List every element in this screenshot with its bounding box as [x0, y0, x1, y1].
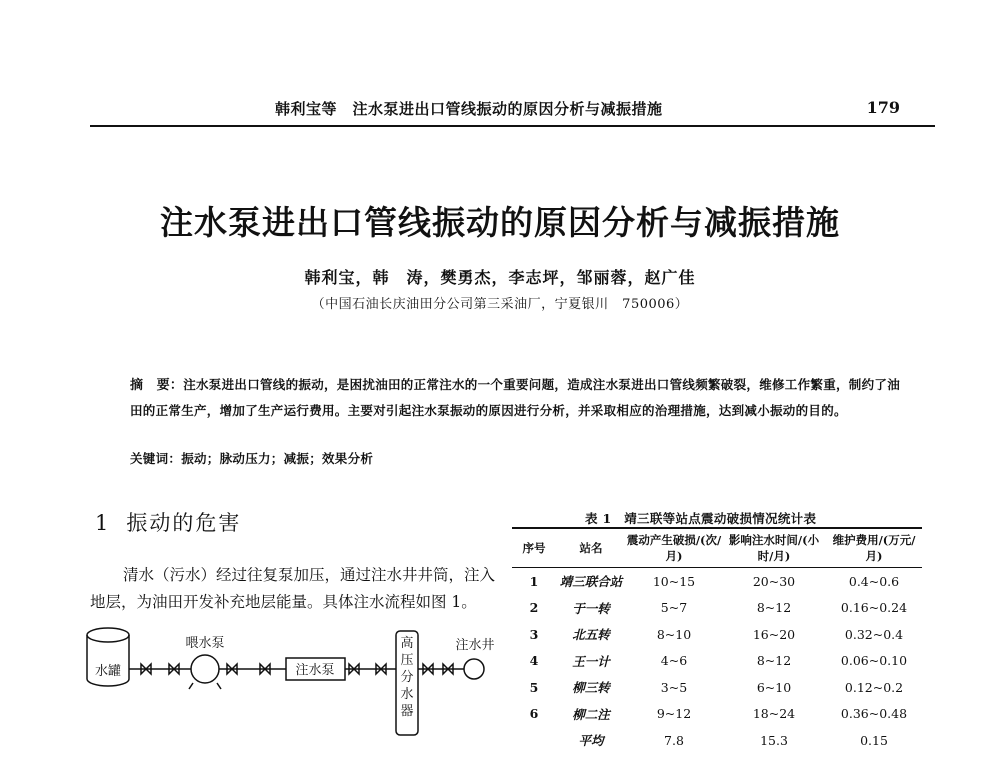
table-header: 维护费用/(万元/月): [826, 528, 922, 568]
table-row: [512, 621, 922, 648]
table-cell: 10~15: [652, 573, 696, 589]
table-cell: 0.16~0.24: [840, 600, 908, 616]
table-header: 震动产生破损/(次/月): [626, 528, 722, 568]
keywords-label: 关键词：: [130, 451, 182, 466]
table-cell: 4~6: [660, 653, 688, 669]
table-cell: 王一计: [572, 653, 610, 669]
table-cell: 6: [529, 706, 539, 722]
table-caption: 表 1 靖三联等站点震动破损情况统计表: [585, 511, 817, 526]
table-header: 序号: [512, 528, 556, 568]
abstract-text: 注水泵进出口管线的振动，是困扰油田的正常注水的一个重要问题，造成注水泵进出口管线频繁破裂，维修工作繁重，制约了油田的正常生产，增加了生产运行费用。主要对引起注水泵振动的原因进行分析，并采取相应的治理措施，达到减小振动的目的。: [130, 377, 901, 418]
table-cell: 5: [529, 679, 539, 695]
running-head: [90, 98, 930, 128]
keywords-text: 振动；脉动压力；减振；效果分析: [181, 451, 374, 466]
keywords: [130, 449, 905, 467]
table-cell: 0.32~0.4: [844, 626, 904, 642]
damage-statistics-table: [512, 527, 922, 753]
table-cell: 0.4~0.6: [848, 573, 900, 589]
table-header-row: [512, 528, 922, 568]
table-row: [512, 701, 922, 728]
table-cell: 靖三联合站: [559, 574, 623, 590]
table-header: 站名: [556, 528, 626, 568]
table-cell: 柳三转: [572, 680, 610, 696]
table-cell: 3: [529, 626, 539, 642]
table-row: [512, 595, 922, 622]
table-row: [512, 568, 922, 595]
table-cell: 1: [529, 573, 539, 589]
well-label: 注水井: [455, 638, 495, 653]
section-number: 1: [95, 511, 111, 535]
well-symbol: [464, 659, 484, 679]
table-header: 影响注水时间/(小时/月): [722, 528, 826, 568]
table-cell: 0.15: [860, 732, 888, 748]
table-cell: 18~24: [752, 706, 796, 722]
table-cell: 2: [529, 600, 539, 616]
table-cell: 20~30: [752, 573, 796, 589]
table-cell: 6~10: [756, 679, 792, 695]
section-title: 振动的危害: [126, 511, 242, 535]
table-cell: 7.8: [664, 732, 684, 748]
article-title: 注水泵进出口管线振动的原因分析与减振措施: [160, 203, 840, 242]
table-cell: 8~10: [656, 626, 692, 642]
header-rule: [90, 125, 935, 127]
tank-label: 水罐: [94, 664, 122, 679]
affiliation: （中国石油长庆油田分公司第三采油厂，宁夏银川 750006）: [311, 297, 689, 312]
injection-pump-label: 注水泵: [295, 663, 335, 678]
running-title: 韩利宝等 注水泵进出口管线振动的原因分析与减振措施: [275, 100, 663, 118]
feed-pump-symbol: [191, 655, 219, 683]
abstract-label: 摘 要：: [130, 378, 184, 393]
page-number: 179: [866, 98, 900, 117]
table-cell: 平均: [578, 733, 604, 748]
table-cell: 15.3: [760, 732, 788, 748]
section-heading: [95, 507, 241, 537]
body-paragraph: 清水（污水）经过往复泵加压，通过注水井井筒，注入地层，为油田开发补充地层能量。具体注水流程如图 1。: [90, 566, 496, 611]
table-cell: 北五转: [572, 627, 610, 643]
table-row: [512, 648, 922, 675]
author-list: 韩利宝，韩 涛，樊勇杰，李志坪，邹丽蓉，赵广佳: [304, 268, 696, 287]
table-cell: [512, 727, 556, 753]
table-cell: 柳二注: [572, 706, 610, 722]
table-cell: 9~12: [656, 706, 692, 722]
table-cell: 16~20: [752, 626, 796, 642]
distributor-label: 高压分水器: [400, 636, 414, 719]
table-row: [512, 674, 922, 701]
table-cell: 3~5: [660, 679, 688, 695]
table-average-row: [512, 727, 922, 753]
table-cell: 8~12: [756, 653, 792, 669]
table-cell: 8~12: [756, 600, 792, 616]
table-cell: 5~7: [660, 600, 688, 616]
table-cell: 0.12~0.2: [844, 679, 904, 695]
table-cell: 0.36~0.48: [840, 706, 908, 722]
feed-pump-label: 喂水泵: [185, 636, 225, 651]
injection-flow-diagram: [85, 625, 505, 745]
table-cell: 于一转: [572, 600, 610, 616]
abstract: [130, 372, 905, 423]
table-cell: 4: [529, 653, 539, 669]
table-cell: 0.06~0.10: [840, 653, 908, 669]
